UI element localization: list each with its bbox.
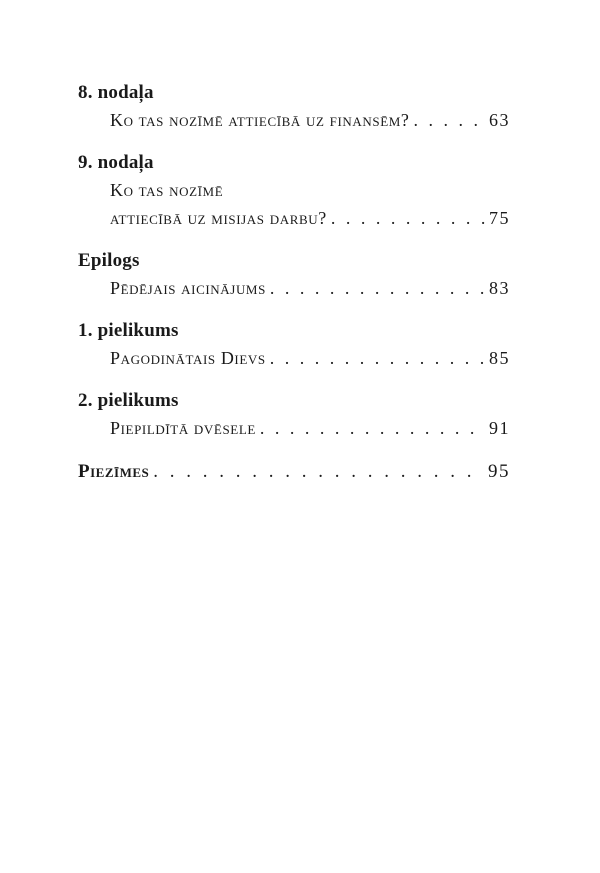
entry-title: Piepildītā dvēsele: [110, 418, 256, 438]
toc-entry: [110, 274, 510, 302]
toc-section-appendix-1: [78, 318, 510, 372]
toc-line[interactable]: [110, 344, 510, 372]
toc-section-chapter-8: [78, 80, 510, 134]
toc-entry: [110, 106, 510, 134]
toc-line[interactable]: [110, 204, 510, 232]
toc-section-chapter-9: [78, 150, 510, 232]
toc-line: [110, 176, 510, 204]
toc-entry: [110, 344, 510, 372]
dot-leader: [327, 204, 485, 232]
notes-title: Piezīmes: [78, 461, 150, 482]
page-number: 95: [488, 461, 510, 482]
section-heading: 1. pielikums: [78, 320, 179, 341]
toc-line[interactable]: [110, 106, 510, 134]
toc-section-notes: [78, 458, 510, 486]
dot-leader: [266, 344, 485, 372]
page-number: 75: [489, 208, 510, 228]
toc-line-notes[interactable]: [78, 458, 510, 486]
toc-entry: [110, 176, 510, 232]
entry-title: Ko tas nozīmē: [110, 180, 224, 200]
section-heading: 2. pielikums: [78, 390, 179, 411]
dot-leader: [409, 106, 485, 134]
entry-title: Pēdējais aicinājums: [110, 278, 266, 298]
entry-title-continued: attiecībā uz misijas darbu?: [110, 208, 327, 228]
page-number: 85: [489, 348, 510, 368]
page-number: 63: [489, 110, 510, 130]
section-heading: Epilogs: [78, 250, 140, 271]
dot-leader: [149, 458, 484, 486]
page-number: 83: [489, 278, 510, 298]
toc-section-epilogue: [78, 248, 510, 302]
entry-title: Ko tas nozīmē attiecībā uz finansēm?: [110, 110, 410, 130]
dot-leader: [256, 414, 485, 442]
toc-entry: [110, 414, 510, 442]
toc-section-appendix-2: [78, 388, 510, 442]
page-number: 91: [489, 418, 510, 438]
table-of-contents: [78, 80, 510, 502]
section-heading: 9. nodaļa: [78, 152, 154, 173]
dot-leader: [266, 274, 485, 302]
entry-title: Pagodinātais Dievs: [110, 348, 266, 368]
toc-line[interactable]: [110, 414, 510, 442]
toc-line[interactable]: [110, 274, 510, 302]
section-heading: 8. nodaļa: [78, 82, 154, 103]
